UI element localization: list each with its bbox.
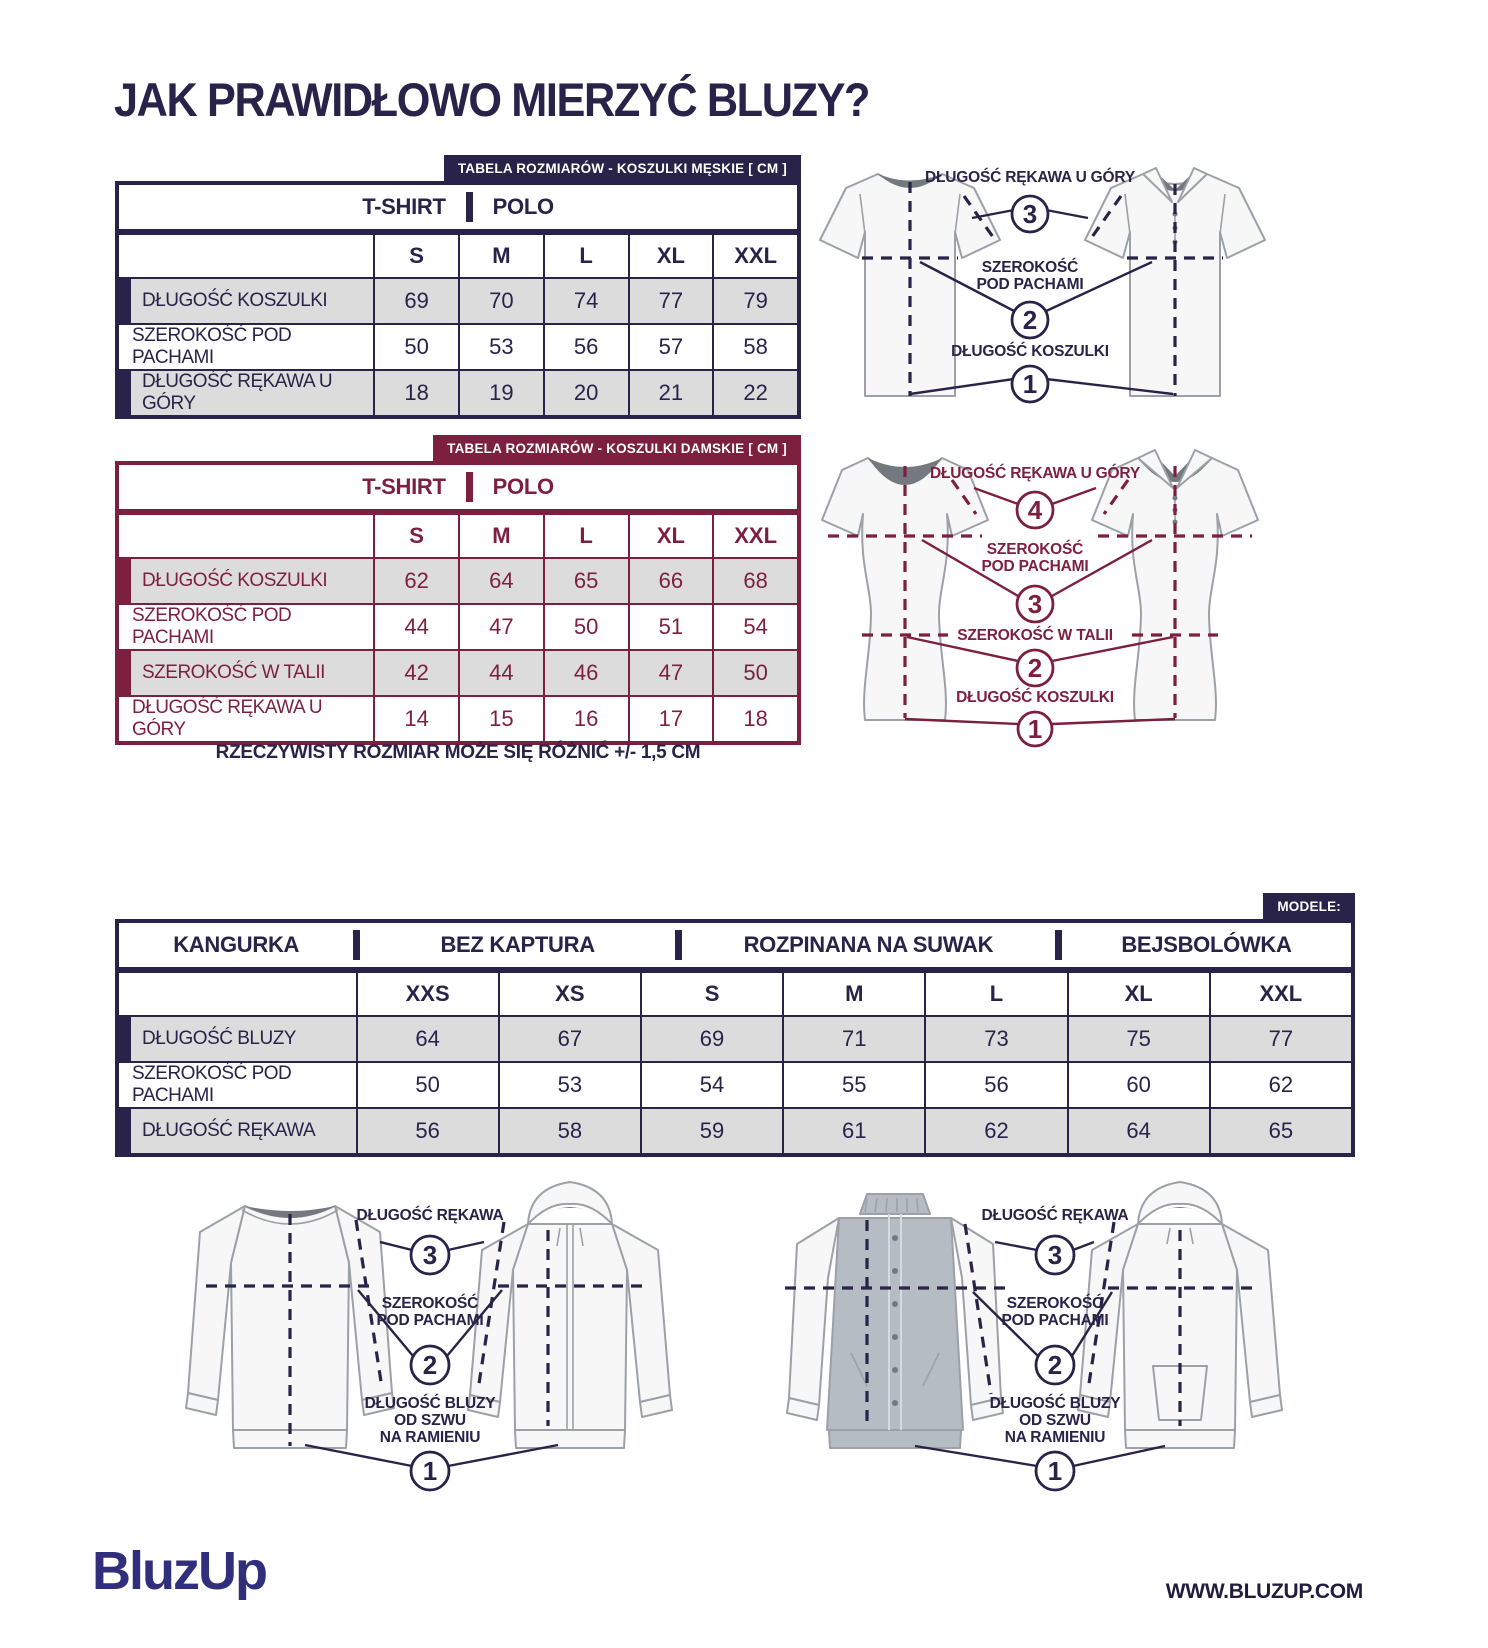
measurement-value: 53 bbox=[498, 1063, 640, 1107]
measurement-value: 17 bbox=[628, 697, 713, 741]
measurement-value: 57 bbox=[628, 325, 713, 369]
jacket-chest-callout-label-1: SZEROKOŚĆ bbox=[1006, 1295, 1104, 1312]
size-header-cell: M bbox=[782, 973, 924, 1015]
size-disclaimer: RZECZYWISTY ROZMIAR MOŻE SIĘ RÓŻNIĆ +/- 1,5 CM bbox=[215, 742, 701, 763]
jacket-chest-callout-label-2: POD PACHAMI bbox=[1001, 1312, 1109, 1329]
measurement-value: 60 bbox=[1067, 1063, 1209, 1107]
jacket-callout-1-number: 1 bbox=[1047, 1456, 1063, 1486]
measurement-value: 47 bbox=[628, 651, 713, 695]
ziphoodie-illustration bbox=[528, 1182, 612, 1224]
women-shirts-diagram bbox=[800, 428, 1440, 748]
measurement-row bbox=[119, 603, 797, 649]
measurement-label: DŁUGOŚĆ KOSZULKI bbox=[119, 279, 373, 323]
measurement-value: 53 bbox=[458, 325, 543, 369]
hoodie-callout-1-number: 1 bbox=[422, 1456, 438, 1486]
hoodie-chest-callout-label-1: SZEROKOŚĆ bbox=[381, 1295, 479, 1312]
garment-type-group bbox=[362, 192, 554, 222]
measurement-value: 65 bbox=[1209, 1109, 1351, 1153]
garment-type-label: T-SHIRT bbox=[362, 474, 446, 499]
measurement-label: DŁUGOŚĆ RĘKAWA U GÓRY bbox=[119, 371, 373, 415]
measurement-row bbox=[119, 1061, 1351, 1107]
size-header-cell: M bbox=[458, 235, 543, 277]
measurement-value: 22 bbox=[712, 371, 797, 415]
size-header-cell: XS bbox=[498, 973, 640, 1015]
measurement-value: 62 bbox=[373, 559, 458, 603]
size-header-cell: XXS bbox=[356, 973, 498, 1015]
size-header-cell: S bbox=[373, 235, 458, 277]
measurement-value: 21 bbox=[628, 371, 713, 415]
measurement-value: 50 bbox=[543, 605, 628, 649]
measurement-label: SZEROKOŚĆ POD PACHAMI bbox=[132, 325, 292, 368]
size-header-cell: XL bbox=[628, 235, 713, 277]
garment-type-label: BEZ KAPTURA bbox=[440, 932, 595, 957]
men-size-table bbox=[115, 181, 801, 419]
measurement-value: 44 bbox=[458, 651, 543, 695]
measurement-value: 19 bbox=[458, 371, 543, 415]
measurement-value: 55 bbox=[782, 1063, 924, 1107]
men-shirts-diagram bbox=[800, 150, 1440, 420]
measurement-row bbox=[119, 323, 797, 369]
men-callout-1-number: 1 bbox=[1022, 369, 1038, 399]
measurement-value: 50 bbox=[356, 1063, 498, 1107]
hoodie-callout-3-number: 3 bbox=[422, 1240, 438, 1270]
sweatshirt-ziphoodie-diagram bbox=[150, 1158, 710, 1493]
measurement-value: 46 bbox=[543, 651, 628, 695]
measurement-label: DŁUGOŚĆ KOSZULKI bbox=[119, 559, 373, 603]
measurement-value: 54 bbox=[712, 605, 797, 649]
brand-logo: BluzUp bbox=[92, 1541, 266, 1601]
measurement-value: 67 bbox=[498, 1017, 640, 1061]
women-size-table bbox=[115, 461, 801, 745]
models-size-table bbox=[115, 919, 1355, 1157]
hoodie-chest-callout-label-2: POD PACHAMI bbox=[376, 1312, 484, 1329]
measurement-row bbox=[119, 279, 797, 323]
garment-type-label: ROZPINANA NA SUWAK bbox=[743, 932, 994, 957]
men-callout-3-number: 3 bbox=[1022, 199, 1038, 229]
measurement-label: DŁUGOŚĆ RĘKAWA bbox=[119, 1109, 356, 1153]
men-callout-2-number: 2 bbox=[1022, 305, 1038, 335]
measurement-label: SZEROKOŚĆ W TALII bbox=[119, 651, 373, 695]
garment-type-header-row bbox=[119, 465, 797, 515]
measurement-value: 42 bbox=[373, 651, 458, 695]
measurement-value: 69 bbox=[373, 279, 458, 323]
size-header-cell: XL bbox=[1067, 973, 1209, 1015]
hoodie-length-callout-label-2: OD SZWU bbox=[394, 1412, 466, 1429]
measurement-value: 68 bbox=[712, 559, 797, 603]
measurement-row bbox=[119, 369, 797, 415]
measurement-value: 59 bbox=[640, 1109, 782, 1153]
measurement-value: 58 bbox=[498, 1109, 640, 1153]
men-sleeve-callout-label: DŁUGOŚĆ RĘKAWA U GÓRY bbox=[925, 169, 1135, 186]
type-divider bbox=[675, 930, 682, 960]
measurement-label: SZEROKOŚĆ POD PACHAMI bbox=[132, 1063, 292, 1106]
women-callout-3-number: 3 bbox=[1027, 589, 1043, 619]
measurement-value: 18 bbox=[712, 697, 797, 741]
measurement-value: 77 bbox=[1209, 1017, 1351, 1061]
measurement-value: 71 bbox=[782, 1017, 924, 1061]
measurement-value: 75 bbox=[1067, 1017, 1209, 1061]
models-table-tab: MODELE: bbox=[1263, 893, 1355, 919]
women-size-table-block bbox=[115, 435, 801, 745]
measurement-value: 50 bbox=[712, 651, 797, 695]
measurement-row bbox=[119, 649, 797, 695]
men-size-table-block bbox=[115, 155, 801, 419]
measurement-label: SZEROKOŚĆ POD PACHAMI bbox=[132, 605, 292, 648]
garment-type-label: BEJSBOLÓWKA bbox=[1121, 932, 1292, 957]
size-header-cell: S bbox=[373, 515, 458, 557]
size-header-cell: L bbox=[543, 235, 628, 277]
type-divider bbox=[466, 472, 473, 502]
website-url: WWW.BLUZUP.COM bbox=[1165, 1580, 1363, 1603]
type-divider bbox=[466, 192, 473, 222]
size-header-cell: L bbox=[543, 515, 628, 557]
measurement-value: 64 bbox=[458, 559, 543, 603]
garment-type-label: T-SHIRT bbox=[362, 194, 446, 219]
measurement-label: DŁUGOŚĆ RĘKAWA U GÓRY bbox=[132, 697, 323, 740]
men-length-callout-label: DŁUGOŚĆ KOSZULKI bbox=[951, 343, 1109, 360]
men-chest-callout-label-2: POD PACHAMI bbox=[976, 276, 1084, 293]
size-header-cell: XXL bbox=[712, 515, 797, 557]
empty-corner-cell bbox=[119, 973, 356, 1015]
measurement-value: 64 bbox=[356, 1017, 498, 1061]
hoodie-callout-2-number: 2 bbox=[422, 1350, 438, 1380]
garment-type-label: POLO bbox=[492, 474, 554, 499]
jacket-length-callout-label-1: DŁUGOŚĆ BLUZY bbox=[989, 1395, 1121, 1412]
measurement-value: 47 bbox=[458, 605, 543, 649]
empty-corner-cell bbox=[119, 515, 373, 557]
measurement-value: 73 bbox=[924, 1017, 1066, 1061]
men-table-tab: TABELA ROZMIARÓW - KOSZULKI MĘSKIE [ CM ] bbox=[444, 155, 801, 181]
size-header-row bbox=[119, 235, 797, 279]
measurement-value: 62 bbox=[924, 1109, 1066, 1153]
empty-corner-cell bbox=[119, 235, 373, 277]
measurement-value: 62 bbox=[1209, 1063, 1351, 1107]
jacket-callout-2-number: 2 bbox=[1047, 1350, 1063, 1380]
hoodie-illustration bbox=[1138, 1182, 1222, 1224]
measurement-row bbox=[119, 1017, 1351, 1061]
size-header-cell: XXL bbox=[712, 235, 797, 277]
measurement-value: 65 bbox=[543, 559, 628, 603]
hoodie-sleeve-callout-label: DŁUGOŚĆ RĘKAWA bbox=[356, 1207, 504, 1224]
measurement-value: 56 bbox=[543, 325, 628, 369]
measurement-value: 16 bbox=[543, 697, 628, 741]
women-length-callout-label: DŁUGOŚĆ KOSZULKI bbox=[956, 689, 1114, 706]
size-header-cell: XXL bbox=[1209, 973, 1351, 1015]
page-title: JAK PRAWIDŁOWO MIERZYĆ BLUZY? bbox=[114, 73, 870, 126]
type-divider bbox=[353, 930, 360, 960]
measurement-value: 44 bbox=[373, 605, 458, 649]
measurement-label: DŁUGOŚĆ BLUZY bbox=[119, 1017, 356, 1061]
measurement-value: 54 bbox=[640, 1063, 782, 1107]
hoodie-length-callout-label-3: NA RAMIENIU bbox=[379, 1429, 481, 1446]
measurement-value: 14 bbox=[373, 697, 458, 741]
measurement-value: 15 bbox=[458, 697, 543, 741]
women-chest-callout-label-1: SZEROKOŚĆ bbox=[986, 541, 1084, 558]
women-sleeve-callout-label: DŁUGOŚĆ RĘKAWA U GÓRY bbox=[930, 465, 1140, 482]
measurement-value: 61 bbox=[782, 1109, 924, 1153]
women-callout-1-number: 1 bbox=[1027, 714, 1043, 744]
garment-type-header-row bbox=[119, 923, 1351, 973]
type-divider bbox=[1055, 930, 1062, 960]
measurement-value: 66 bbox=[628, 559, 713, 603]
measurement-value: 69 bbox=[640, 1017, 782, 1061]
measurement-value: 51 bbox=[628, 605, 713, 649]
measurement-value: 77 bbox=[628, 279, 713, 323]
measurement-row bbox=[119, 1107, 1351, 1153]
jacket-length-callout-label-2: OD SZWU bbox=[1019, 1412, 1091, 1429]
measurement-value: 74 bbox=[543, 279, 628, 323]
jacket-length-callout-label-3: NA RAMIENIU bbox=[1004, 1429, 1106, 1446]
garment-type-header-row bbox=[119, 185, 797, 235]
measurement-value: 64 bbox=[1067, 1109, 1209, 1153]
garment-type-label: KANGURKA bbox=[173, 932, 300, 957]
measurement-value: 50 bbox=[373, 325, 458, 369]
men-chest-callout-label-1: SZEROKOŚĆ bbox=[981, 259, 1079, 276]
jacket-hoodie-diagram bbox=[755, 1158, 1315, 1493]
garment-type-group bbox=[362, 472, 554, 502]
size-header-cell: M bbox=[458, 515, 543, 557]
jacket-sleeve-callout-label: DŁUGOŚĆ RĘKAWA bbox=[981, 1207, 1129, 1224]
models-size-table-block bbox=[115, 893, 1355, 1157]
size-header-row bbox=[119, 973, 1351, 1017]
women-callout-4-number: 4 bbox=[1027, 495, 1043, 525]
size-header-cell: S bbox=[640, 973, 782, 1015]
measurement-value: 18 bbox=[373, 371, 458, 415]
measurement-value: 20 bbox=[543, 371, 628, 415]
measurement-value: 79 bbox=[712, 279, 797, 323]
garment-type-label: POLO bbox=[492, 194, 554, 219]
women-callout-2-number: 2 bbox=[1027, 653, 1043, 683]
measurement-value: 58 bbox=[712, 325, 797, 369]
measurement-value: 56 bbox=[356, 1109, 498, 1153]
women-chest-callout-label-2: POD PACHAMI bbox=[981, 558, 1089, 575]
women-waist-callout-label: SZEROKOŚĆ W TALII bbox=[957, 627, 1113, 644]
size-header-cell: XL bbox=[628, 515, 713, 557]
measurement-value: 56 bbox=[924, 1063, 1066, 1107]
measurement-value: 70 bbox=[458, 279, 543, 323]
women-table-tab: TABELA ROZMIARÓW - KOSZULKI DAMSKIE [ CM ] bbox=[433, 435, 801, 461]
size-header-row bbox=[119, 515, 797, 559]
size-header-cell: L bbox=[924, 973, 1066, 1015]
baseball-jacket-illustration bbox=[827, 1218, 963, 1430]
jacket-callout-3-number: 3 bbox=[1047, 1240, 1063, 1270]
measurement-row bbox=[119, 559, 797, 603]
hoodie-length-callout-label-1: DŁUGOŚĆ BLUZY bbox=[364, 1395, 496, 1412]
measurement-row bbox=[119, 695, 797, 741]
